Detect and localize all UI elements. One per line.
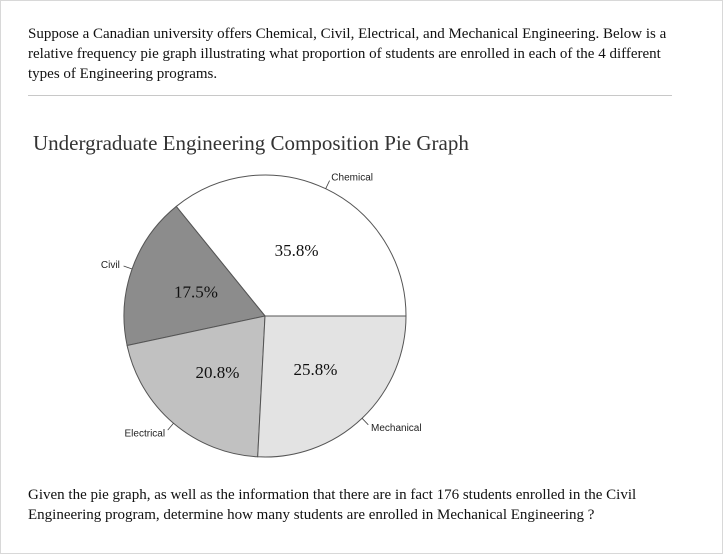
slice-category-label-chemical: Chemical — [331, 172, 373, 184]
slice-category-label-civil: Civil — [100, 260, 120, 272]
pie-slice-mechanical — [258, 316, 406, 457]
leader-line-electrical — [168, 423, 174, 430]
leader-line-chemical — [326, 181, 330, 189]
pie-chart — [0, 110, 723, 480]
slice-value-label-chemical: 35.8% — [274, 240, 319, 260]
slice-value-label-electrical: 20.8% — [195, 362, 240, 382]
slice-category-label-mechanical: Mechanical — [371, 423, 422, 435]
leader-line-civil — [124, 266, 133, 269]
slice-value-label-civil: 17.5% — [173, 282, 218, 302]
leader-line-mechanical — [362, 418, 368, 425]
divider — [28, 95, 672, 96]
slice-category-label-electrical: Electrical — [124, 428, 166, 440]
chart-title: Undergraduate Engineering Composition Pie Graph — [33, 131, 469, 155]
question-paragraph: Given the pie graph, as well as the information that there are in fact 176 students enrolled in the Civil Engineering program, determine how many students are enrolled in Mechanical Engineering ? — [28, 487, 637, 523]
slice-value-label-mechanical: 25.8% — [293, 360, 338, 380]
intro-paragraph: Suppose a Canadian university offers Chemical, Civil, Electrical, and Mechanical Engineering. Below is a relative frequency pie graph illustrating what proportion of students are enrolled in each of the 4 different types of Engineering programs. — [28, 26, 667, 82]
